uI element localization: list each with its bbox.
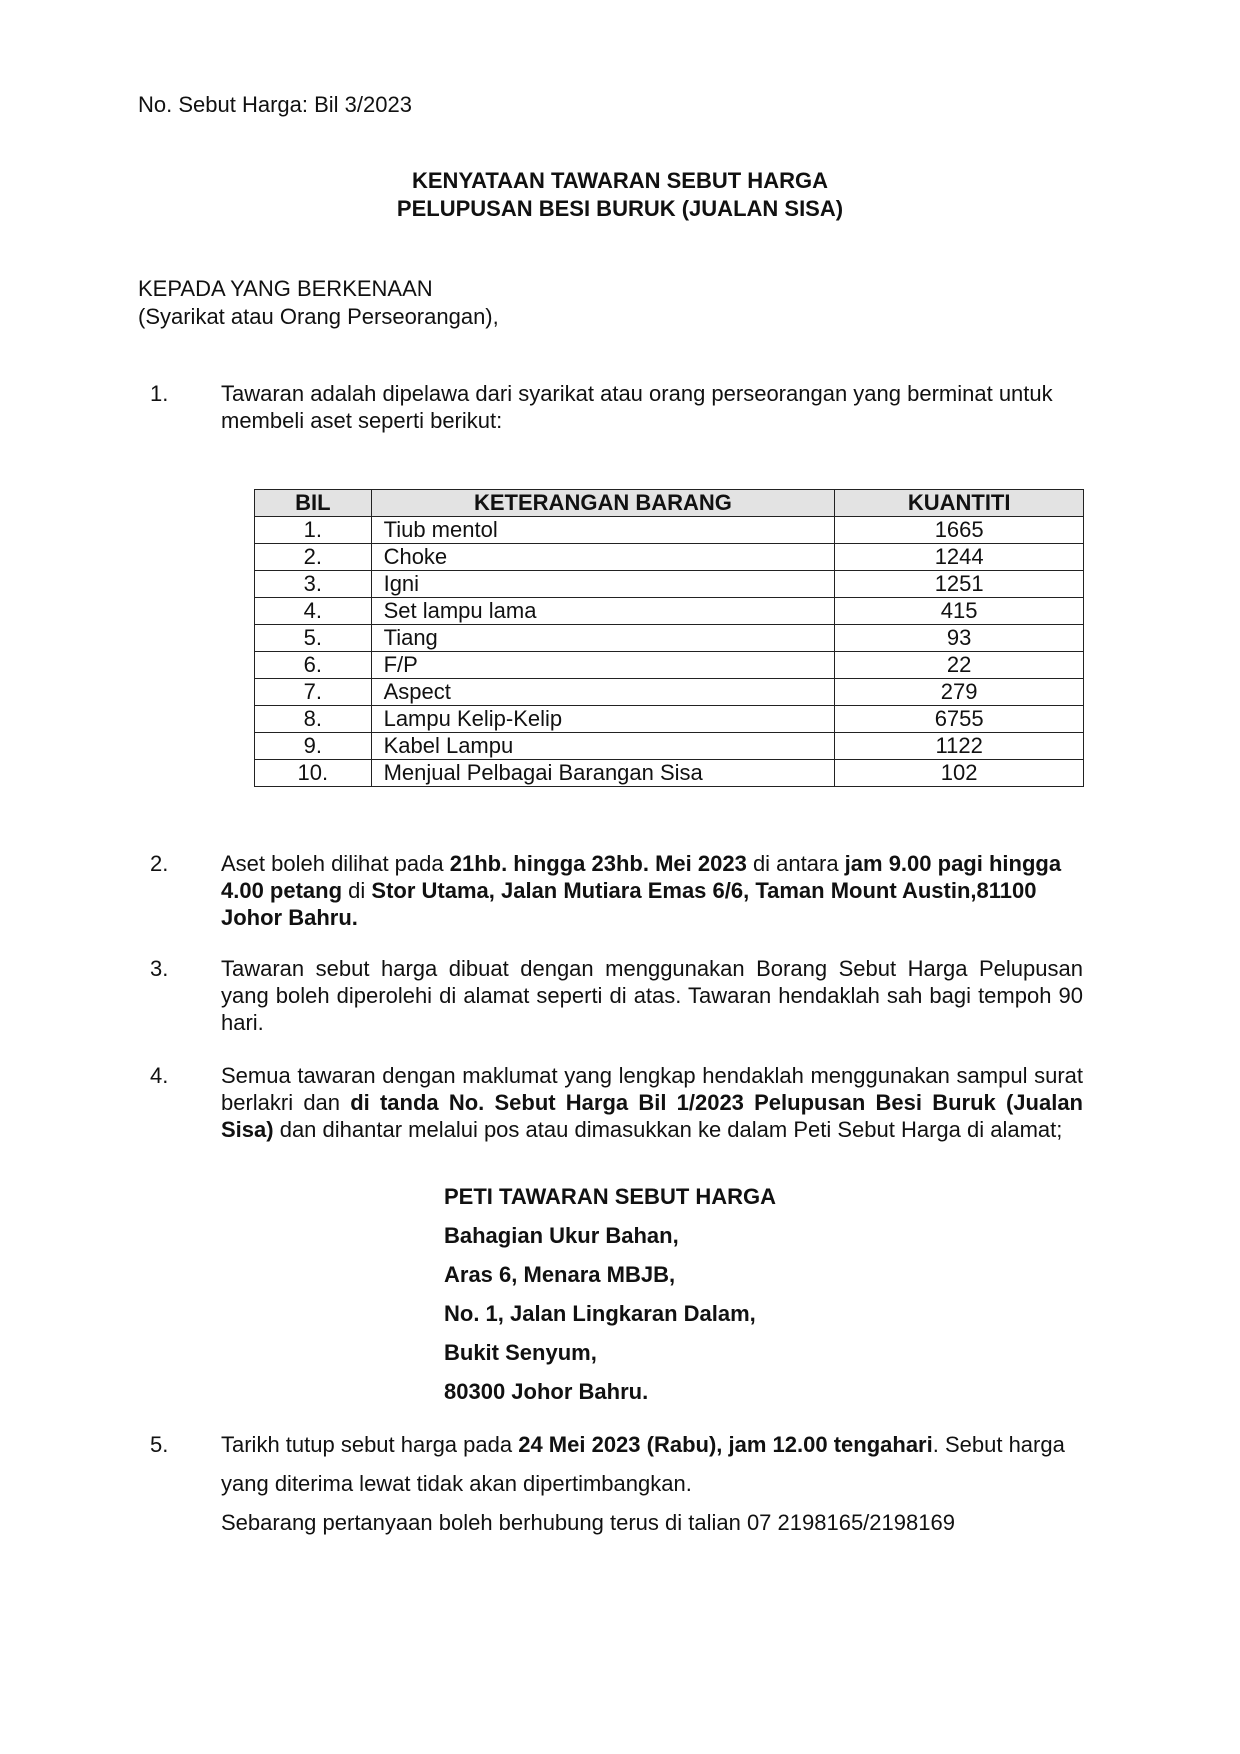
- addressee-line-1: KEPADA YANG BERKENAAN: [138, 276, 433, 301]
- address-line: PETI TAWARAN SEBUT HARGA: [444, 1184, 777, 1209]
- text-run: di antara: [746, 851, 845, 876]
- cell-bil: 6.: [255, 652, 372, 679]
- quotation-reference: No. Sebut Harga: Bil 3/2023: [138, 92, 412, 117]
- addressee-line-2: (Syarikat atau Orang Perseorangan),: [138, 304, 499, 329]
- table-row: [255, 625, 1084, 652]
- text-run: Tarikh tutup sebut harga pada: [221, 1432, 519, 1457]
- clause-number: 5.: [150, 1432, 169, 1457]
- goods-table: [254, 489, 1084, 787]
- clause-number: 2.: [150, 851, 169, 876]
- cell-quantity: 1251: [835, 571, 1084, 598]
- clause-1-line-2: membeli aset seperti berikut:: [221, 408, 503, 433]
- title-line-1: KENYATAAN TAWARAN SEBUT HARGA: [412, 168, 828, 193]
- cell-bil: 9.: [255, 733, 372, 760]
- table-row: [255, 652, 1084, 679]
- cell-quantity: 1122: [835, 733, 1084, 760]
- cell-quantity: 22: [835, 652, 1084, 679]
- cell-bil: 1.: [255, 517, 372, 544]
- title-line-2: PELUPUSAN BESI BURUK (JUALAN SISA): [396, 196, 844, 221]
- bold-run: Stor Utama, Jalan Mutiara Emas 6/6, Taman Mount Austin,81100 Johor Bahru.: [221, 878, 1037, 930]
- cell-quantity: 102: [835, 760, 1084, 787]
- text-run: . Sebut harga: [932, 1432, 1065, 1457]
- table-row: [255, 571, 1084, 598]
- bold-run: jam 9.00 pagi hingga 4.00 petang: [221, 851, 1062, 903]
- address-line: Aras 6, Menara MBJB,: [444, 1262, 676, 1287]
- cell-bil: 2.: [255, 544, 372, 571]
- clause-body: Tawaran sebut harga dibuat dengan menggunakan Borang Sebut Harga Pelupusan yang boleh diperolehi di alamat seperti di atas. Tawaran hendaklah sah bagi tempoh 90 hari.: [221, 956, 1083, 1035]
- bold-run: 21hb. hingga 23hb. Mei 2023: [449, 851, 747, 876]
- cell-description: Kabel Lampu: [371, 733, 835, 760]
- addressee: [138, 275, 499, 331]
- clause-body: [221, 1062, 1083, 1143]
- header-bil: BIL: [255, 490, 372, 517]
- cell-quantity: 1665: [835, 517, 1084, 544]
- cell-description: Tiub mentol: [371, 517, 835, 544]
- bold-run: di tanda No. Sebut Harga Bil 1/2023 Pelupusan Besi Buruk (Jualan Sisa): [221, 1090, 1083, 1142]
- cell-quantity: 279: [835, 679, 1084, 706]
- cell-description: Lampu Kelip-Kelip: [371, 706, 835, 733]
- clause-5-line-1: [221, 1425, 1083, 1464]
- table-row: [255, 733, 1084, 760]
- clause-body: [221, 1425, 1083, 1542]
- clause-5-line-3: Sebarang pertanyaan boleh berhubung terus di talian 07 2198165/2198169: [221, 1510, 955, 1535]
- bold-run: 24 Mei 2023 (Rabu), jam 12.00 tengahari: [518, 1432, 933, 1457]
- address-line: Bukit Senyum,: [444, 1340, 597, 1365]
- table-header-row: [255, 490, 1084, 517]
- cell-description: Igni: [371, 571, 835, 598]
- header-description: KETERANGAN BARANG: [371, 490, 835, 517]
- address-line: No. 1, Jalan Lingkaran Dalam,: [444, 1301, 756, 1326]
- clause-number: 1.: [150, 381, 169, 406]
- cell-bil: 8.: [255, 706, 372, 733]
- cell-bil: 3.: [255, 571, 372, 598]
- cell-bil: 10.: [255, 760, 372, 787]
- table-row: [255, 679, 1084, 706]
- cell-description: Aspect: [371, 679, 835, 706]
- clause-number: 3.: [150, 956, 169, 981]
- clause-5-line-2: yang diterima lewat tidak akan dipertimbangkan.: [221, 1471, 692, 1496]
- text-run: Semua tawaran dengan maklumat yang lengkap hendaklah menggunakan sampul surat berlakri dan: [221, 1063, 1083, 1115]
- cell-quantity: 93: [835, 625, 1084, 652]
- table-row: [255, 517, 1084, 544]
- table-row: [255, 706, 1084, 733]
- cell-description: Choke: [371, 544, 835, 571]
- address-line: 80300 Johor Bahru.: [444, 1379, 649, 1404]
- clause-body: [221, 850, 1083, 931]
- cell-quantity: 1244: [835, 544, 1084, 571]
- cell-description: Menjual Pelbagai Barangan Sisa: [371, 760, 835, 787]
- text-run: Aset boleh dilihat pada: [221, 851, 450, 876]
- text-run: di: [342, 878, 372, 903]
- table-row: [255, 598, 1084, 625]
- cell-description: F/P: [371, 652, 835, 679]
- cell-quantity: 6755: [835, 706, 1084, 733]
- cell-bil: 7.: [255, 679, 372, 706]
- clause-1-line-1: Tawaran adalah dipelawa dari syarikat atau orang perseorangan yang berminat untuk: [221, 381, 1053, 406]
- cell-bil: 5.: [255, 625, 372, 652]
- cell-description: Set lampu lama: [371, 598, 835, 625]
- cell-quantity: 415: [835, 598, 1084, 625]
- submission-address: [444, 1177, 776, 1411]
- address-line: Bahagian Ukur Bahan,: [444, 1223, 679, 1248]
- header-quantity: KUANTITI: [835, 490, 1084, 517]
- table-row: [255, 760, 1084, 787]
- text-run: dan dihantar melalui pos atau dimasukkan ke dalam Peti Sebut Harga di alamat;: [273, 1117, 1063, 1142]
- cell-description: Tiang: [371, 625, 835, 652]
- cell-bil: 4.: [255, 598, 372, 625]
- clause-number: 4.: [150, 1063, 169, 1088]
- table-row: [255, 544, 1084, 571]
- clause-body: [221, 380, 1083, 434]
